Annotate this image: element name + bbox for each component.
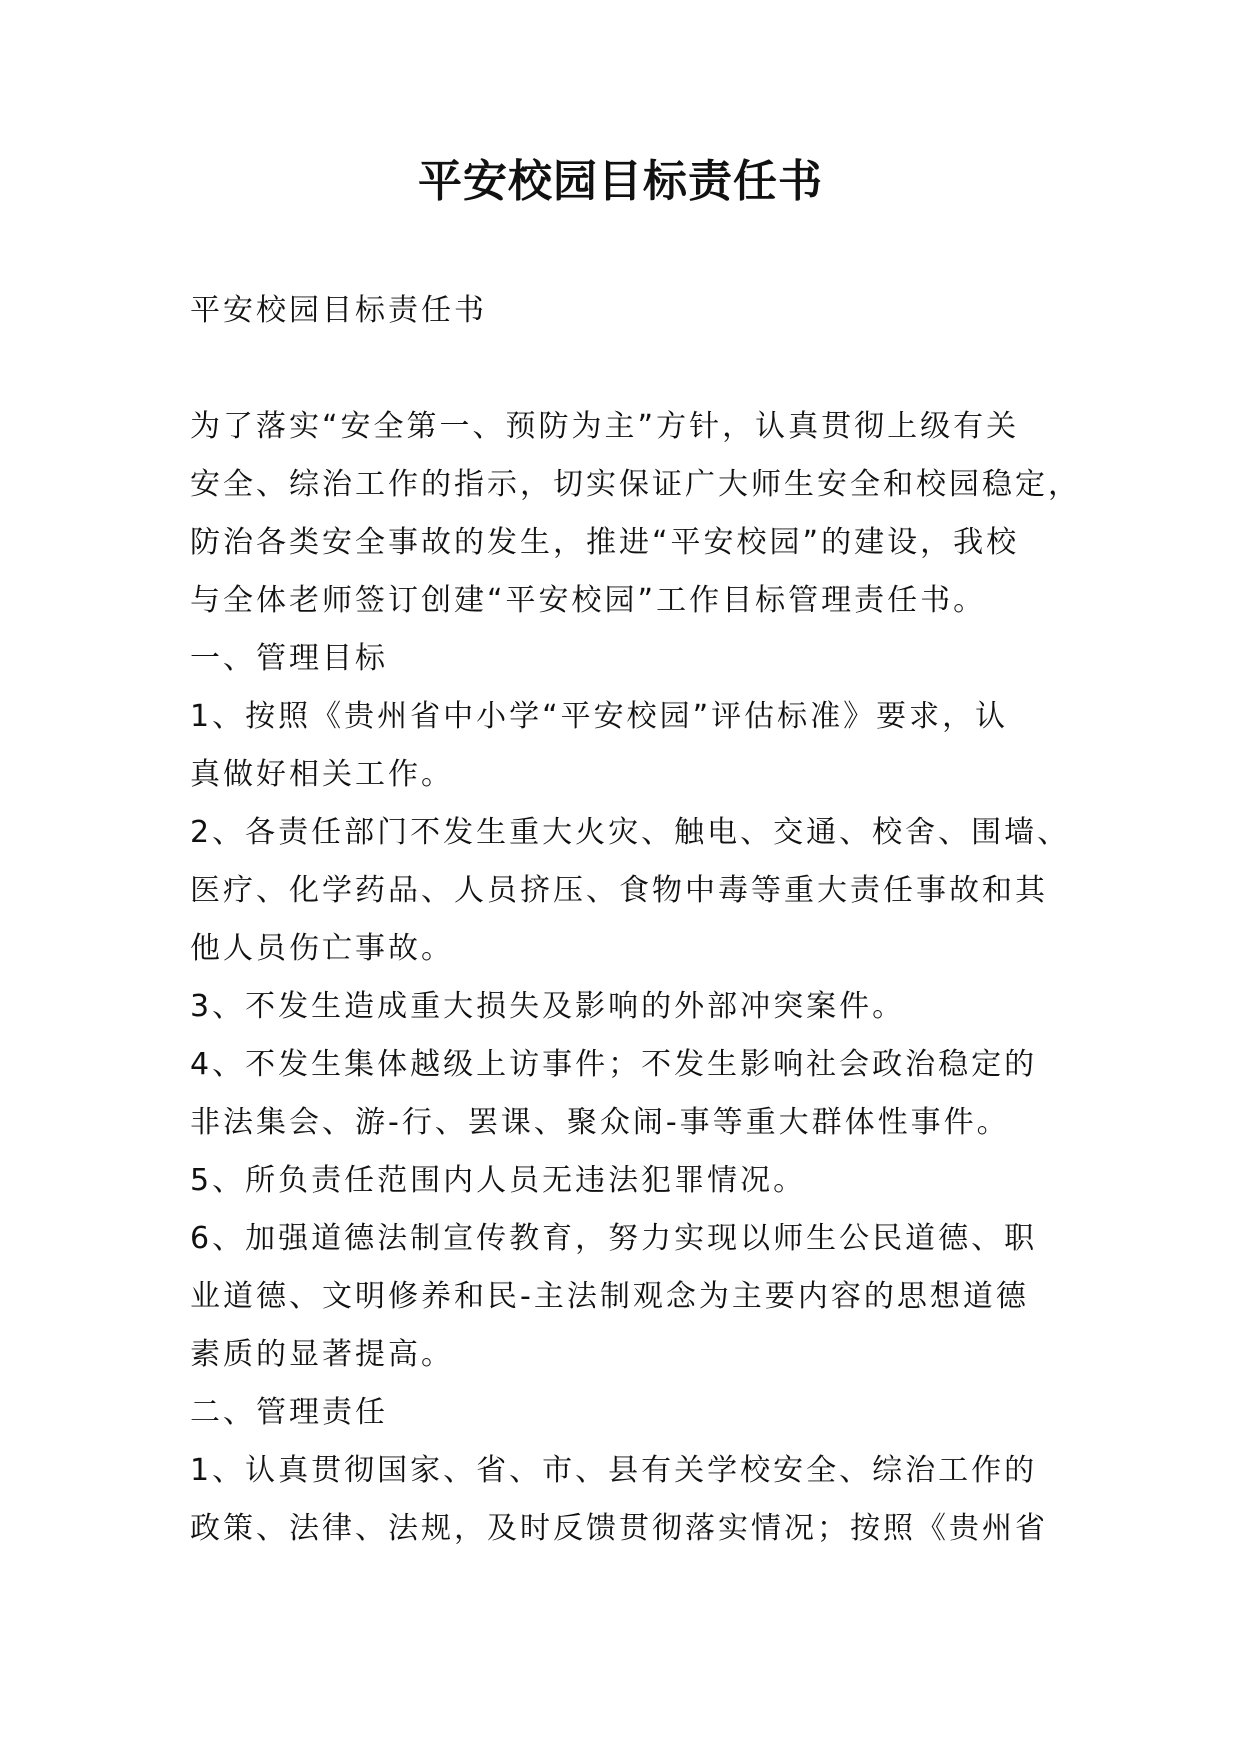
paragraph-line: 业道德、文明修养和民-主法制观念为主要内容的思想道德 (190, 1279, 1029, 1314)
paragraph-line: 5、所负责任范围内人员无违法犯罪情况。 (190, 1163, 807, 1198)
paragraph-line: 3、不发生造成重大损失及影响的外部冲突案件。 (190, 989, 906, 1024)
paragraph (190, 804, 1070, 978)
document-title: 平安校园目标责任书 (418, 156, 823, 207)
paragraph (190, 1152, 1070, 1210)
document-body (190, 282, 1081, 1558)
paragraph-line: 4、不发生集体越级上访事件；不发生影响社会政治稳定的 (190, 1047, 1038, 1082)
paragraph-line: 6、加强道德法制宣传教育，努力实现以师生公民道德、职 (190, 1221, 1038, 1256)
paragraph-line: 真做好相关工作。 (190, 757, 454, 792)
paragraph-line: 政策、法律、法规，及时反馈贯彻落实情况；按照《贵州省 (190, 1511, 1048, 1546)
paragraph-line: 一、管理目标 (190, 641, 388, 676)
paragraph-line: 素质的显著提高。 (190, 1337, 454, 1372)
paragraph-line: 二、管理责任 (190, 1395, 388, 1430)
paragraph-line: 防治各类安全事故的发生，推进“平安校园”的建设，我校 (190, 525, 1020, 560)
paragraph-line: 他人员伤亡事故。 (190, 931, 454, 966)
paragraph (190, 1036, 1070, 1152)
paragraph-line: 医疗、化学药品、人员挤压、食物中毒等重大责任事故和其 (190, 873, 1048, 908)
paragraph (190, 398, 1081, 630)
paragraph (190, 1384, 1070, 1442)
paragraph-line: 为了落实“安全第一、预防为主”方针，认真贯彻上级有关 (190, 409, 1020, 444)
paragraph (190, 630, 1070, 688)
paragraph-line: 1、认真贯彻国家、省、市、县有关学校安全、综治工作的 (190, 1453, 1038, 1488)
paragraph-line: 安全、综治工作的指示，切实保证广大师生安全和校园稳定， (190, 467, 1081, 502)
paragraph-line: 2、各责任部门不发生重大火灾、触电、交通、校舍、围墙、 (190, 815, 1071, 850)
paragraph-line: 非法集会、游-行、罢课、聚众闹-事等重大群体性事件。 (190, 1105, 1010, 1140)
paragraph-list (190, 398, 1081, 1558)
document-subtitle: 平安校园目标责任书 (190, 293, 487, 328)
paragraph (190, 1442, 1070, 1558)
paragraph (190, 1210, 1070, 1384)
paragraph-line: 与全体老师签订创建“平安校园”工作目标管理责任书。 (190, 583, 987, 618)
paragraph (190, 978, 1070, 1036)
paragraph-line: 1、按照《贵州省中小学“平安校园”评估标准》要求，认 (190, 699, 1009, 734)
paragraph (190, 688, 1070, 804)
